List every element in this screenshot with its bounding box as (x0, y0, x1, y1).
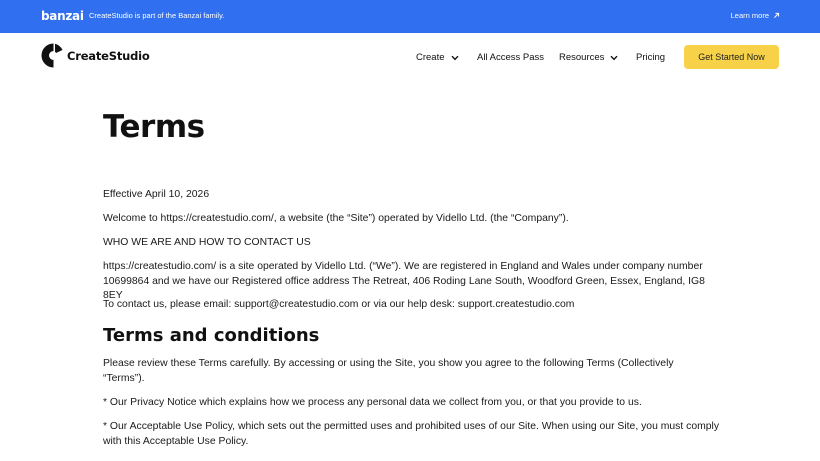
learn-more-label: Learn more (730, 11, 769, 20)
who-we-are-line-1: https://createstudio.com/ is a site operated by Vidello Ltd. (“We”). We are registered in England and Wales under company number (103, 261, 703, 272)
arrow-up-right-icon (773, 12, 780, 19)
welcome-text: Welcome to https://createstudio.com/, a website (the “Site”) operated by Vidello Ltd. (the “Company”). (103, 213, 569, 224)
nav-item-label: Create (416, 52, 445, 63)
learn-more-link[interactable] (731, 11, 780, 20)
review-line-2: “Terms”). (103, 372, 145, 384)
promo-bar (0, 0, 820, 33)
acceptable-use-line-1: * Our Acceptable Use Policy, which sets out the permitted uses and prohibited uses of our Site. When using our Site, you must comply (103, 421, 720, 432)
nav-item-pricing[interactable] (636, 52, 665, 63)
chevron-down-icon (610, 55, 618, 61)
brand-logo[interactable] (41, 43, 150, 68)
review-line-1: Please review these Terms carefully. By accessing or using the Site, you show you agree to the following Terms (Collectively (103, 358, 674, 369)
nav-item-label: Pricing (636, 52, 666, 63)
effective-date: Effective April 10, 2026 (103, 189, 210, 200)
banzai-logo[interactable]: banzai (41, 9, 84, 23)
who-we-are-line-2: 10699864 and we have our Registered office address The Retreat, 406 Roding Lane South, Woodford Green, Essex, England, IG8 8EY (103, 275, 705, 301)
promo-text: CreateStudio is part of the Banzai family. (89, 11, 225, 20)
acceptable-use-line-2: with this Acceptable Use Policy. (103, 435, 249, 447)
nav-item-all-access-pass[interactable] (477, 52, 544, 63)
chevron-down-icon (451, 55, 459, 61)
privacy-notice-text: * Our Privacy Notice which explains how we process any personal data we collect from you, or that you provide to us. (103, 397, 642, 408)
get-started-button[interactable]: Get Started Now (684, 45, 779, 69)
nav-item-resources[interactable] (559, 52, 618, 63)
terms-conditions-heading: Terms and conditions (103, 325, 320, 346)
nav-item-label: Resources (559, 52, 605, 63)
createstudio-logo-icon (41, 43, 63, 68)
brand-name: CreateStudio (67, 48, 150, 63)
nav-item-label: All Access Pass (477, 52, 545, 63)
contact-text: To contact us, please email: support@createstudio.com or via our help desk: support.createstudio.com (103, 299, 575, 310)
page-title: Terms (103, 109, 205, 145)
main-nav (0, 33, 820, 81)
nav-item-create[interactable] (416, 52, 459, 63)
who-we-are-heading: WHO WE ARE AND HOW TO CONTACT US (103, 237, 311, 248)
